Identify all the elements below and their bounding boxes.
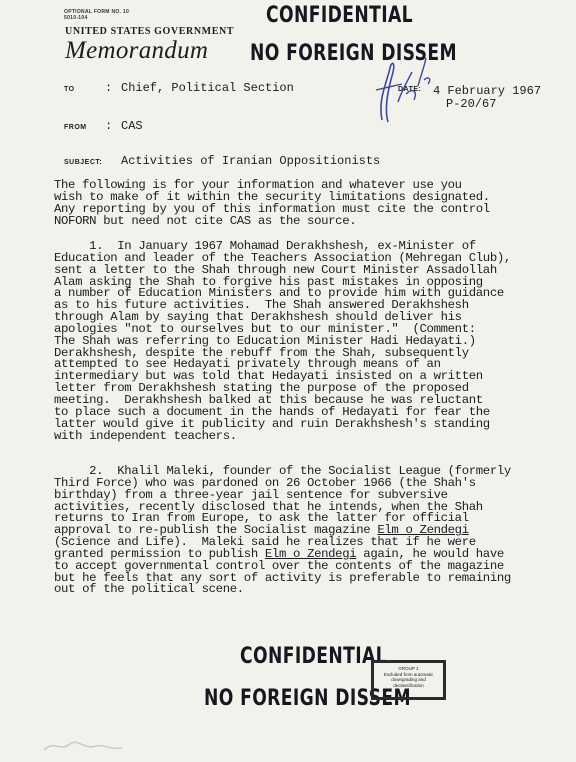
text-line: Third Force) who was pardoned on 26 October 1966 (the Shah's (54, 475, 476, 490)
document-type-title: Memorandum (65, 37, 209, 64)
classification-stamp-bottom: CONFIDENTIAL (240, 644, 387, 669)
group-stamp-line: GROUP 1 (398, 666, 419, 671)
government-heading: UNITED STATES GOVERNMENT (65, 26, 235, 37)
text-line: to accept governmental control over the contents of the magazine (54, 558, 504, 573)
group-declassification-stamp (371, 660, 446, 700)
text-line: wish to make of it within the security limitations designated. (54, 189, 490, 204)
dissem-stamp-bottom: NO FOREIGN DISSEM (204, 686, 411, 711)
text-line: a number of Education Ministers and to provide him with guidance (54, 286, 504, 301)
text-line: The Shah was referring to Education Minister Hadi Hedayati.) (54, 333, 476, 348)
paragraph-2 (54, 466, 554, 596)
text-line: 2. Khalil Maleki, founder of the Socialist League (formerly (54, 464, 511, 478)
text-line: to place such a document in the hands of Hedayati for fear the (54, 404, 490, 419)
text-line: returns to Iran from Europe, to ask the latter for official (54, 511, 469, 526)
subject-value: Activities of Iranian Oppositionists (121, 154, 381, 168)
form-number-line-2: 5010-104 (64, 15, 88, 21)
text-line: NOFORN but need not cite CAS as the source. (54, 213, 357, 228)
text-line: The following is for your information and whatever use you (54, 178, 462, 192)
text-line: as to his future activities. The Shah answered Derakhshesh (54, 298, 469, 313)
text-line: latter would give it publicity and ruin Derakhshesh's standing (54, 416, 490, 431)
to-label: TO (64, 86, 75, 93)
to-colon: : (105, 81, 113, 95)
text-segment: again, he would have (356, 546, 504, 561)
group-stamp-line: declassification (393, 682, 424, 688)
to-value: Chief, Political Section (121, 81, 294, 95)
dissem-stamp-top: NO FOREIGN DISSEM (250, 41, 457, 66)
faint-handwriting-mark (40, 736, 130, 756)
classification-stamp-top: CONFIDENTIAL (266, 3, 413, 28)
text-line: birthday) from a three-year jail sentence for subversive (54, 487, 448, 502)
text-line: Education and leader of the Teachers Association (Mehregan Club), (54, 250, 511, 265)
form-number-line-1: OPTIONAL FORM NO. 10 (64, 9, 130, 15)
text-line: Any reporting by you of this information must cite the control (54, 201, 490, 216)
text-line: activities, recently disclosed that he intends, when the Shah (54, 499, 483, 514)
text-line: 1. In January 1967 Mohamad Derakhshesh, ex-Minister of (54, 239, 476, 253)
text-line: attempted to see Hedayati privately through means of an (54, 357, 441, 372)
subject-label: SUBJECT: (64, 159, 103, 166)
text-line: Derakhshesh, despite the rebuff from the Shah, subsequently (54, 345, 469, 360)
magazine-title: Elm o Zendegi (377, 523, 469, 538)
text-line: but he feels that any sort of activity is preferable to remaining (54, 570, 511, 585)
from-value: CAS (121, 119, 143, 133)
date-value: 4 February 1967 (433, 84, 542, 98)
text-line: with independent teachers. (54, 428, 237, 443)
text-line: letter from Derakhshesh stating the purpose of the proposed (54, 381, 469, 396)
paragraph-1 (54, 241, 554, 442)
from-colon: : (105, 119, 113, 133)
form-number (64, 9, 129, 21)
text-line: through Alam by saying that Derakhshesh should deliver his (54, 310, 462, 325)
text-line: sent a letter to the Shah through new Court Minister Assadollah (54, 262, 497, 277)
text-segment: granted permission to publish (54, 546, 265, 561)
from-label: FROM (64, 124, 87, 131)
text-line: out of the political scene. (54, 582, 244, 597)
group-stamp-line: Excluded from automatic (383, 671, 434, 677)
reference-number: P-20/67 (446, 97, 497, 111)
text-line: meeting. Derakhshesh balked at this because he was reluctant (54, 392, 483, 407)
magazine-title: Elm o Zendegi (264, 546, 357, 561)
text-line: Alam asking the Shah to forgive his past mistakes in opposing (54, 274, 483, 289)
text-line: (Science and Life). Maleki said he realizes that if he were (54, 535, 476, 550)
handwritten-initials (368, 50, 440, 130)
text-line: apologies "not to ourselves but to our minister." (Comment: (54, 321, 476, 336)
text-segment: approval to re-publish the Socialist magazine (54, 523, 378, 538)
date-label: DATE: (398, 86, 422, 93)
group-stamp-line: downgrading and (391, 677, 426, 682)
intro-paragraph (54, 180, 554, 227)
text-line: intermediary but was told that Hedayati insisted on a written (54, 369, 483, 384)
